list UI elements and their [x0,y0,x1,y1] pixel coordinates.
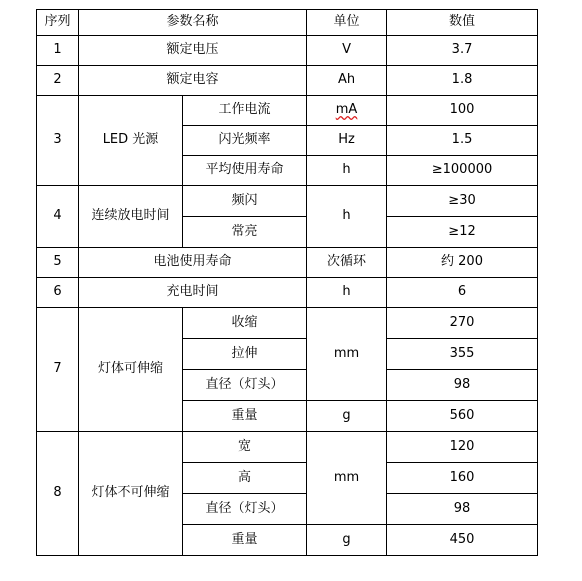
value-cell: 1.8 [387,66,538,96]
unit-cell: 次循环 [307,248,387,278]
row-no: 1 [37,36,79,66]
unit-cell: h [307,156,387,186]
sub-param-name: 常亮 [183,217,307,248]
unit-cell: h [307,186,387,248]
header-param: 参数名称 [79,10,307,36]
table-row [37,278,538,308]
unit-cell: Ah [307,66,387,96]
header-value: 数值 [387,10,538,36]
value-cell: 270 [387,308,538,339]
sub-param-name: 宽 [183,432,307,463]
unit-cell: mm [307,308,387,401]
table-row [37,96,538,126]
value-cell: ≥100000 [387,156,538,186]
value-cell: 100 [387,96,538,126]
table-row [37,432,538,463]
sub-param-name: 收缩 [183,308,307,339]
param-name: 电池使用寿命 [79,248,307,278]
header-row [37,10,538,36]
value-cell: ≥30 [387,186,538,217]
param-name: LED 光源 [79,96,183,186]
param-name: 灯体不可伸缩 [79,432,183,556]
sub-param-name: 平均使用寿命 [183,156,307,186]
header-unit: 单位 [307,10,387,36]
table-row [37,248,538,278]
param-name: 额定电压 [79,36,307,66]
sub-param-name: 工作电流 [183,96,307,126]
sub-param-name: 高 [183,463,307,494]
value-cell: 6 [387,278,538,308]
sub-param-name: 重量 [183,525,307,556]
sub-param-name: 直径（灯头） [183,494,307,525]
table-row [37,36,538,66]
value-cell: 约 200 [387,248,538,278]
row-no: 7 [37,308,79,432]
value-cell: 355 [387,339,538,370]
param-name: 连续放电时间 [79,186,183,248]
row-no: 3 [37,96,79,186]
sub-param-name: 频闪 [183,186,307,217]
value-cell: ≥12 [387,217,538,248]
unit-cell: V [307,36,387,66]
sub-param-name: 直径（灯头） [183,370,307,401]
table-row [37,308,538,339]
row-no: 4 [37,186,79,248]
row-no: 2 [37,66,79,96]
unit-cell: g [307,525,387,556]
row-no: 5 [37,248,79,278]
value-cell: 98 [387,370,538,401]
value-cell: 450 [387,525,538,556]
value-cell: 98 [387,494,538,525]
value-cell: 560 [387,401,538,432]
unit-cell [307,96,387,126]
sub-param-name: 闪光频率 [183,126,307,156]
unit-cell: h [307,278,387,308]
table-row [37,66,538,96]
header-seq: 序列 [37,10,79,36]
unit-cell: Hz [307,126,387,156]
row-no: 6 [37,278,79,308]
param-name: 充电时间 [79,278,307,308]
table-row [37,186,538,217]
value-cell: 3.7 [387,36,538,66]
value-cell: 120 [387,432,538,463]
sub-param-name: 拉伸 [183,339,307,370]
unit-cell: mm [307,432,387,525]
unit-cell: g [307,401,387,432]
row-no: 8 [37,432,79,556]
value-cell: 1.5 [387,126,538,156]
unit-text: mA [335,102,358,118]
param-name: 灯体可伸缩 [79,308,183,432]
param-name: 额定电容 [79,66,307,96]
sub-param-name: 重量 [183,401,307,432]
value-cell: 160 [387,463,538,494]
spec-table [36,9,538,556]
